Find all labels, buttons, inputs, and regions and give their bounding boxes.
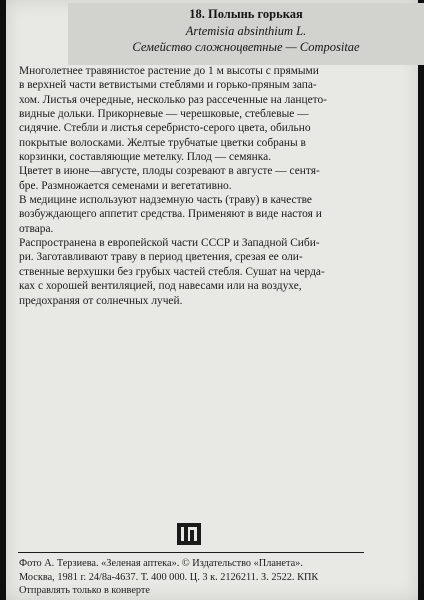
text-line: в верхней части ветвистыми стеблями и горько-пряным запа- xyxy=(19,79,317,92)
paragraph-distribution xyxy=(19,236,411,308)
family-name: Семейство сложноцветные — Compositae xyxy=(132,40,360,54)
text-line: хом. Листья очередные, несколько раз рассеченные на ланцето- xyxy=(19,93,327,106)
text-line: возбуждающего аппетит средства. Применяют в виде настоя и xyxy=(19,208,322,221)
plant-title: 18. Полынь горькая xyxy=(189,7,303,21)
text-line: ри. Заготавливают траву в период цветения, срезая ее оли- xyxy=(19,251,303,264)
footer-divider xyxy=(18,552,364,553)
text-line: корзинки, составляющие метелку. Плод — семянка. xyxy=(19,151,272,164)
text-line: сидячие. Стебли и листья серебристо-серого цвета, обильно xyxy=(19,122,311,135)
text-line: видные дольки. Прикорневые — черешковые, стеблевые — xyxy=(19,108,309,121)
text-line: Многолетнее травянистое растение до 1 м высоты с прямыми xyxy=(19,65,319,77)
text-line: Цветет в июне—августе, плоды созревают в августе — сентя- xyxy=(19,165,320,178)
text-line: бре. Размножается семенами и вегетативно. xyxy=(19,179,232,192)
latin-name: Artemisia absinthium L. xyxy=(185,24,307,38)
footer-note: Отправлять только в конверте xyxy=(19,585,150,596)
paragraph-flowering xyxy=(19,164,411,193)
paragraph-medicine xyxy=(19,193,411,236)
publisher-logo-icon xyxy=(176,522,202,546)
description-text xyxy=(19,64,411,308)
text-line: Распространена в европейской части СССР и Западной Сиби- xyxy=(19,237,320,250)
text-line: ках с хорошей вентиляцией, под навесами или на воздухе, xyxy=(19,280,302,293)
paragraph-morphology xyxy=(19,64,411,164)
text-line: В медицине используют надземную часть (траву) в качестве xyxy=(19,194,312,207)
text-line: покрытые волосками. Желтые трубчатые цветки собраны в xyxy=(19,136,306,149)
text-line: отвара. xyxy=(19,222,54,235)
text-line: предохраняя от солнечных лучей. xyxy=(19,294,183,307)
text-line: ственные верхушки без грубых частей стебля. Сушат на черда- xyxy=(19,265,325,278)
footer-imprint: Москва, 1981 г. 24/8а-4637. Т. 400 000. Ц. 3 к. 2126211. З. 2522. КПК xyxy=(19,572,319,583)
footer-credit: Фото А. Терзиева. «Зеленая аптека». © Издательство «Планета». xyxy=(19,558,303,569)
title-block xyxy=(68,3,424,65)
